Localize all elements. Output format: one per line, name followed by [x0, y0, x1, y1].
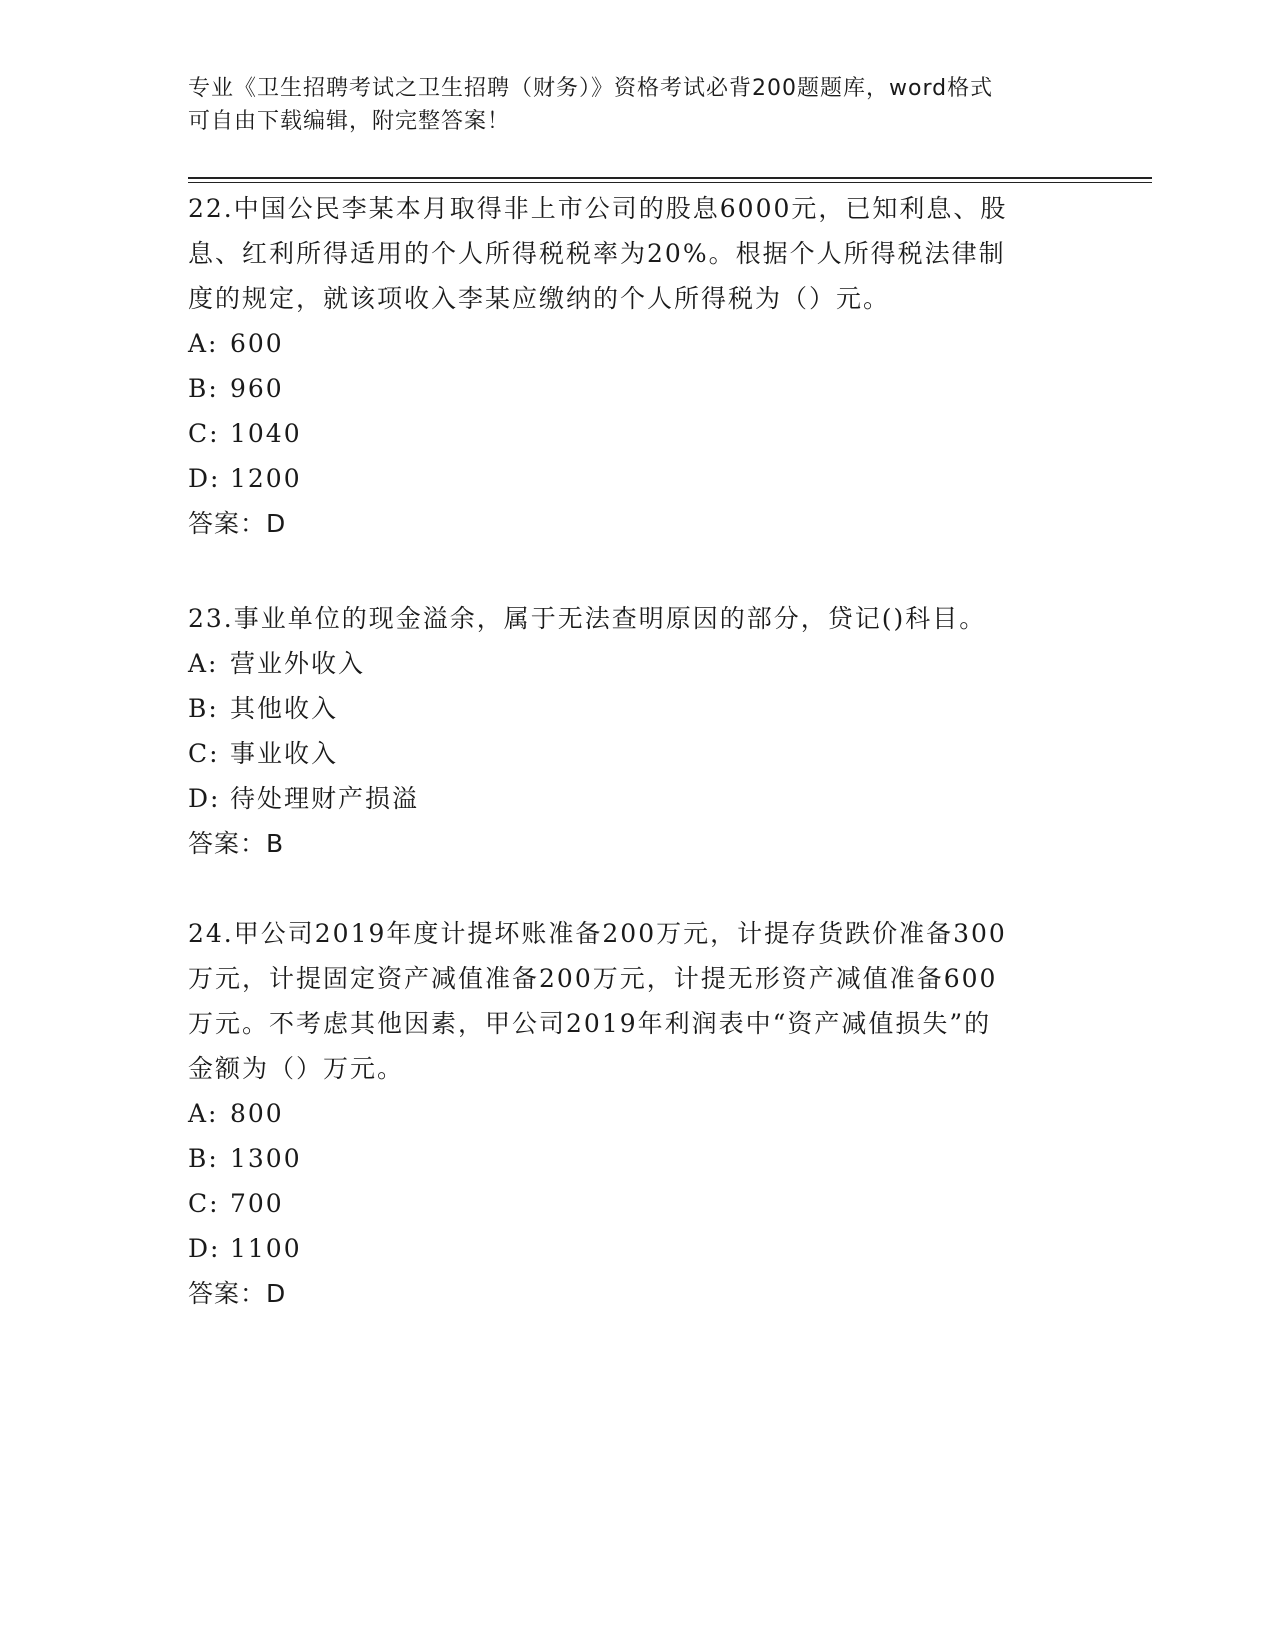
option-letter: B:	[188, 1144, 219, 1173]
option-letter: C:	[188, 419, 220, 448]
stem-line: 22.中国公民李某本月取得非上市公司的股息6000元，已知利息、股	[188, 194, 1008, 223]
option-text: 1040	[230, 419, 302, 448]
option-text: 营业外收入	[230, 649, 366, 678]
stem-line: 万元。不考虑其他因素，甲公司2019年利润表中“资产减值损失”的	[188, 1009, 992, 1038]
stem-line: 24.甲公司2019年度计提坏账准备200万元，计提存货跌价准备300	[188, 919, 1007, 948]
option-letter: C:	[188, 739, 220, 768]
stem-line: 息、红利所得适用的个人所得税税率为20%。根据个人所得税法律制	[188, 239, 1006, 268]
option-a	[188, 321, 1088, 366]
option-letter: A:	[188, 329, 219, 358]
option-text: 1100	[230, 1234, 302, 1263]
option-d	[188, 1226, 1088, 1271]
stem-line: 金额为（）万元。	[188, 1054, 405, 1083]
option-text: 1300	[230, 1144, 302, 1173]
header-line-2: 可自由下载编辑，附完整答案！	[188, 109, 511, 134]
option-d	[188, 456, 1088, 501]
header-divider-thick	[188, 177, 1152, 179]
stem-line: 万元，计提固定资产减值准备200万元，计提无形资产减值准备600	[188, 964, 998, 993]
question-stem	[188, 911, 1088, 1091]
answer-line: 答案：D	[188, 509, 287, 538]
option-text: 960	[230, 374, 284, 403]
option-text: 其他收入	[230, 694, 339, 723]
option-letter: A:	[188, 649, 219, 678]
question-22	[188, 186, 1088, 546]
answer-line: 答案：D	[188, 1279, 287, 1308]
option-letter: B:	[188, 374, 219, 403]
question-24	[188, 911, 1088, 1316]
option-letter: A:	[188, 1099, 219, 1128]
option-letter: D:	[188, 784, 221, 813]
option-letter: B:	[188, 694, 219, 723]
header-divider-thin	[188, 182, 1152, 183]
option-text: 事业收入	[230, 739, 339, 768]
option-text: 1200	[230, 464, 302, 493]
option-d	[188, 776, 1088, 821]
option-b	[188, 366, 1088, 411]
option-text: 待处理财产损溢	[230, 784, 420, 813]
header-line-1: 专业《卫生招聘考试之卫生招聘（财务）》资格考试必背200题题库，word格式	[188, 76, 994, 101]
option-letter: D:	[188, 1234, 221, 1263]
option-b	[188, 686, 1088, 731]
option-letter: D:	[188, 464, 221, 493]
option-text: 600	[230, 329, 284, 358]
question-stem	[188, 186, 1088, 321]
option-a	[188, 641, 1088, 686]
option-c	[188, 1181, 1088, 1226]
question-23	[188, 596, 1088, 866]
option-c	[188, 411, 1088, 456]
option-c	[188, 731, 1088, 776]
stem-line: 度的规定，就该项收入李某应缴纳的个人所得税为（）元。	[188, 284, 891, 313]
stem-line: 23.事业单位的现金溢余，属于无法查明原因的部分，贷记()科目。	[188, 604, 987, 633]
option-text: 800	[230, 1099, 284, 1128]
option-b	[188, 1136, 1088, 1181]
option-a	[188, 1091, 1088, 1136]
document-header	[188, 72, 1088, 138]
option-text: 700	[230, 1189, 284, 1218]
option-letter: C:	[188, 1189, 220, 1218]
question-stem	[188, 596, 1088, 641]
answer-line: 答案：B	[188, 829, 285, 858]
